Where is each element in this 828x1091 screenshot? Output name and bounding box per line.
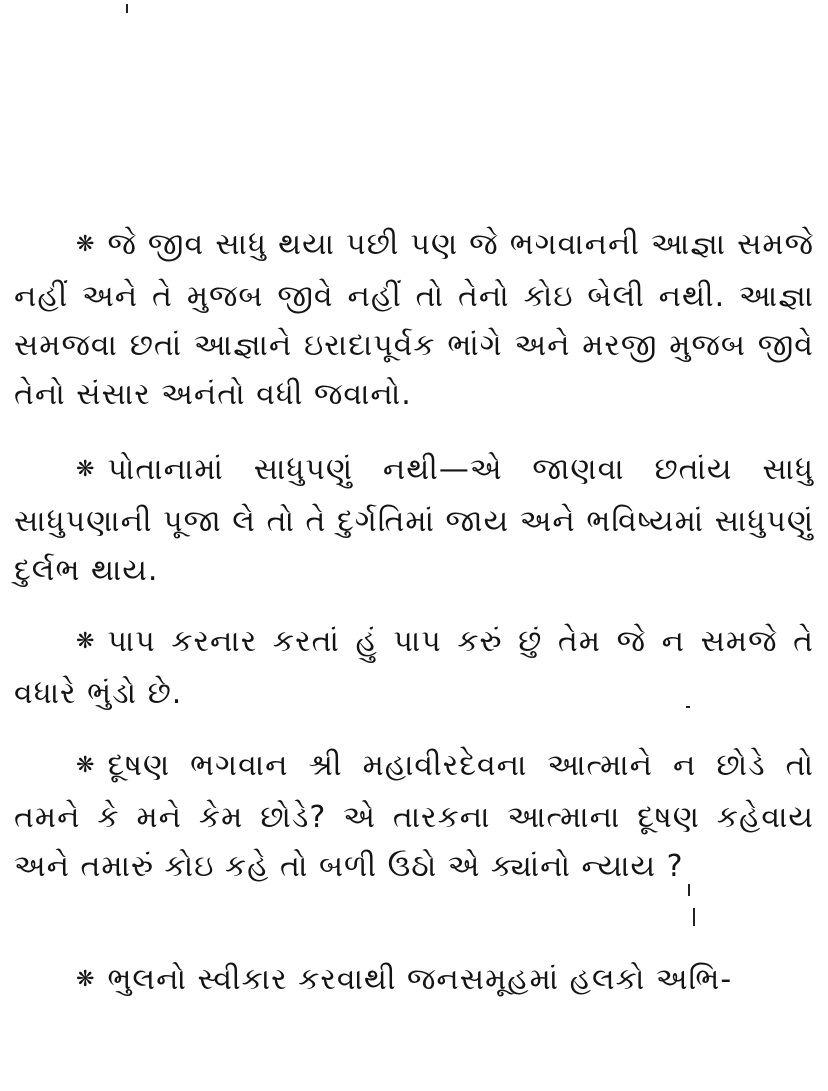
paragraph-text: પાપ કરનાર કરતાં હું પાપ કરું છું તેમ જે ન સમજે તે વધારે ભુંડો છે. bbox=[14, 624, 815, 711]
scan-speck bbox=[693, 908, 695, 926]
paragraph-text: ભુલનો સ્વીકાર કરવાથી જનસમૂહમાં હલકો અભિ- bbox=[107, 962, 733, 997]
scan-speck bbox=[126, 4, 128, 13]
asterisk-bullet-icon: ❋ bbox=[76, 967, 96, 992]
paragraph-text: જે જીવ સાધુ થયા પછી પણ જે ભગવાનની આજ્ઞા સમજે નહીં અને તે મુજબ જીવે નહીં તો તેનો કોઇ બેલી નથી. આજ્ઞા સમજવા છતાં આજ્ઞાને ઇરાદાપૂર્વક ભાંગે અને મરજી મુજબ જીવે તેનો સંસાર અનંતો વધી જવાનો. bbox=[14, 227, 814, 412]
asterisk-bullet-icon: ❋ bbox=[76, 232, 96, 257]
paragraph-1 bbox=[14, 220, 814, 419]
asterisk-bullet-icon: ❋ bbox=[76, 753, 96, 778]
paragraph-5 bbox=[14, 955, 814, 1007]
asterisk-bullet-icon: ❋ bbox=[76, 457, 96, 482]
paragraph-3 bbox=[14, 617, 814, 718]
paragraph-text: દૂષણ ભગવાન શ્રી મહાવીરદેવના આત્માને ન છોડે તો તમને કે મને કેમ છોડે? એ તારકના આત્માના દૂષણ કહેવાય અને તમારું કોઇ કહે તો બળી ઉઠો એ ક્યાંનો ન્યાય ? bbox=[14, 748, 814, 884]
paragraph-4 bbox=[14, 741, 814, 891]
paragraph-2 bbox=[14, 445, 814, 595]
asterisk-bullet-icon: ❋ bbox=[76, 629, 96, 654]
paragraph-text: પોતાનામાં સાધુપણું નથી—એ જાણવા છતાંય સાધુ સાધુપણાની પૂજા લે તો તે દુર્ગતિમાં જાય અને ભવિષ્યમાં સાધુપણું દુર્લભ થાય. bbox=[14, 452, 814, 588]
